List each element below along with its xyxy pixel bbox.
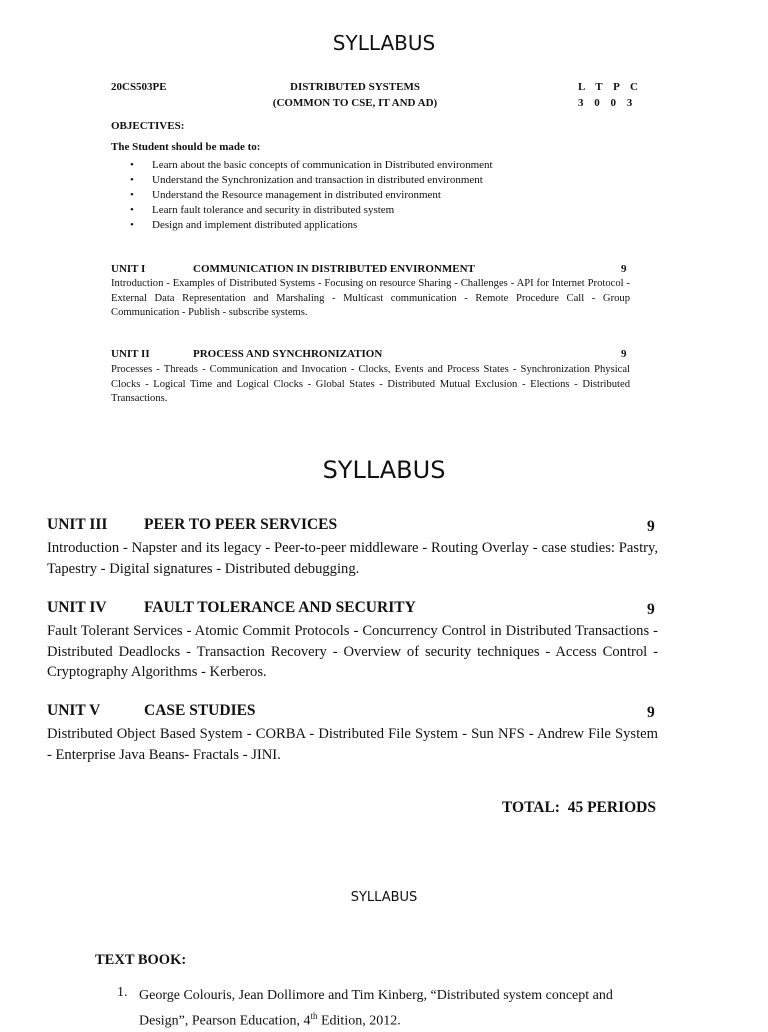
course-code: 20CS503PE — [111, 81, 167, 93]
ltpc-label: L T P C — [578, 81, 642, 93]
unit-body: Processes - Threads - Communication and Invocation - Clocks, Events and Process States - Synchronization Physical Clocks - Logical Time and Logical Clocks - Global States - Distributed Mutual Exclusion - Elections - Distributed Transactions. — [111, 364, 630, 404]
objectives-list — [130, 158, 493, 233]
unit-title: PROCESS AND SYNCHRONIZATION — [193, 348, 383, 360]
book-line: George Colouris, Jean Dollimore and Tim Kinberg, “Distributed system concept and — [139, 988, 613, 1003]
book-text: Design”, Pearson Education, 4 — [139, 1013, 311, 1029]
edition-superscript: th — [310, 1011, 318, 1021]
course-subtitle: (COMMON TO CSE, IT AND AD) — [272, 97, 438, 109]
unit-body: Distributed Object Based System - CORBA - Distributed File System - Sun NFS - Andrew File System - Enterprise Java Beans- Fractals - JINI. — [47, 726, 658, 763]
unit-hours: 9 — [621, 263, 627, 275]
unit-hours: 9 — [647, 704, 655, 721]
page-heading-3: SYLLABUS — [350, 890, 418, 905]
unit-label: UNIT IV — [47, 599, 107, 616]
objectives-intro: The Student should be made to: — [111, 141, 261, 153]
objectives-label: OBJECTIVES: — [111, 120, 185, 132]
list-item: • Learn about the basic concepts of communication in Distributed environment — [130, 158, 493, 173]
book-line — [139, 1006, 659, 1032]
total-periods: TOTAL: 45 PERIODS — [501, 799, 656, 816]
unit-hours: 9 — [647, 601, 655, 618]
unit-title: CASE STUDIES — [144, 702, 256, 719]
book-text: Edition, 2012. — [317, 1013, 401, 1029]
unit-title: COMMUNICATION IN DISTRIBUTED ENVIRONMENT — [193, 263, 475, 275]
course-title: DISTRIBUTED SYSTEMS — [290, 81, 420, 93]
unit-label: UNIT I — [111, 263, 146, 275]
ltpc-values: 3 0 0 3 — [578, 97, 637, 109]
page-heading-1: SYLLABUS — [332, 31, 436, 55]
unit-body: Introduction - Napster and its legacy - Peer-to-peer middleware - Routing Overlay - case studies: Pastry, Tapestry - Digital signatures - Distributed debugging. — [47, 540, 658, 577]
unit-hours: 9 — [621, 348, 627, 360]
unit-body: Introduction - Examples of Distributed Systems - Focusing on resource Sharing - Challenges - API for Internet Protocol - External Data Representation and Marshaling - Multicast communication - Remote Procedure Call - Group Communication - Publish - subscribe systems. — [111, 278, 630, 318]
unit-title: PEER TO PEER SERVICES — [144, 516, 338, 533]
textbook-label: TEXT BOOK: — [95, 952, 187, 968]
unit-hours: 9 — [647, 518, 655, 535]
list-item: • Design and implement distributed applications — [130, 218, 493, 233]
unit-label: UNIT II — [111, 348, 150, 360]
list-item: • Learn fault tolerance and security in distributed system — [130, 203, 493, 218]
unit-body: Fault Tolerant Services - Atomic Commit Protocols - Concurrency Control in Distributed Transactions - Distributed Deadlocks - Transaction Recovery - Overview of security techniques - Access Control - Cryptography Algorithms - Kerberos. — [47, 623, 658, 680]
list-item: • Understand the Synchronization and transaction in distributed environment — [130, 173, 493, 188]
unit-label: UNIT V — [47, 702, 101, 719]
list-item: • Understand the Resource management in distributed environment — [130, 188, 493, 203]
unit-title: FAULT TOLERANCE AND SECURITY — [144, 599, 416, 616]
unit-label: UNIT III — [47, 516, 108, 533]
textbook-entry — [139, 985, 659, 1032]
book-number: 1. — [117, 985, 128, 1000]
page-heading-2: SYLLABUS — [322, 456, 446, 484]
